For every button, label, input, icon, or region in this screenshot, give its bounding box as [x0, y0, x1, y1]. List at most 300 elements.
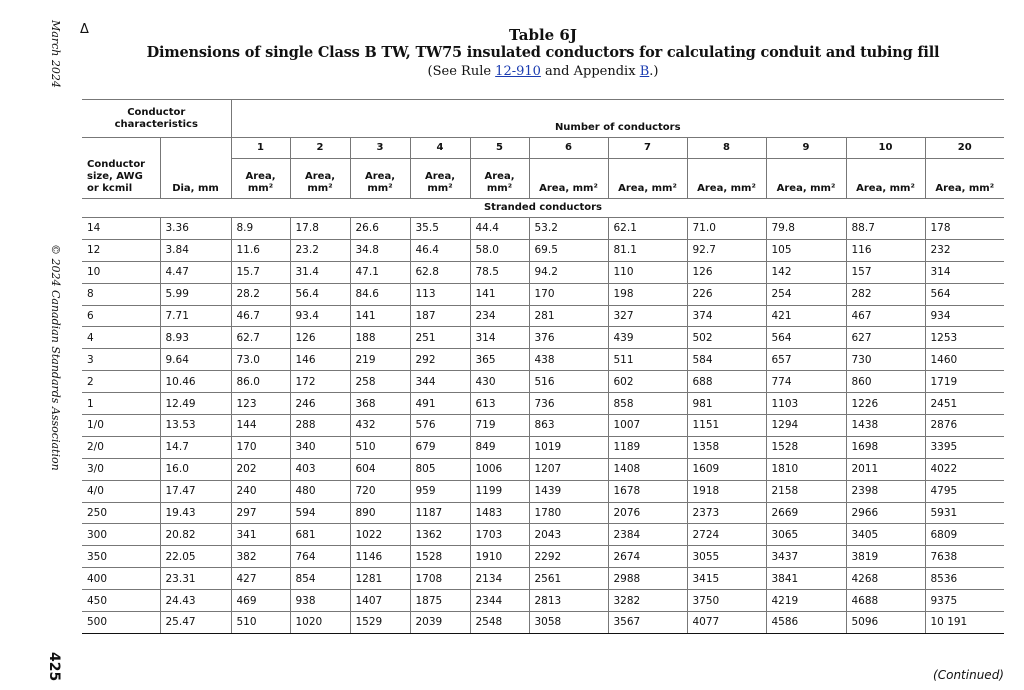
cell-area: 2813 — [529, 590, 608, 612]
cell-area: 604 — [350, 458, 410, 480]
cell-area: 1151 — [687, 415, 766, 437]
cell-area: 17.8 — [290, 218, 350, 240]
cell-area: 2373 — [687, 502, 766, 524]
col-header-area: Area, mm² — [766, 159, 846, 199]
cell-area: 3750 — [687, 590, 766, 612]
col-header-area: Area, mm² — [290, 159, 350, 199]
cell-area: 2043 — [529, 524, 608, 546]
cell-area: 2669 — [766, 502, 846, 524]
ref-suffix: .) — [649, 64, 659, 79]
cell-area: 2158 — [766, 480, 846, 502]
appendix-link[interactable]: B — [639, 64, 650, 79]
cell-area: 376 — [529, 327, 608, 349]
cell-area: 890 — [350, 502, 410, 524]
cell-size: 1/0 — [82, 415, 160, 437]
cell-area: 282 — [846, 283, 925, 305]
cell-area: 1407 — [350, 590, 410, 612]
cell-area: 254 — [766, 283, 846, 305]
cell-area: 1708 — [410, 568, 470, 590]
cell-area: 1006 — [470, 458, 529, 480]
table-row — [82, 327, 1004, 349]
cell-area: 3841 — [766, 568, 846, 590]
col-header-dia: Dia, mm — [160, 138, 231, 199]
cell-area: 28.2 — [231, 283, 290, 305]
cell-area: 576 — [410, 415, 470, 437]
table-row — [82, 524, 1004, 546]
cell-area: 510 — [350, 436, 410, 458]
cell-area: 141 — [470, 283, 529, 305]
cell-area: 2988 — [608, 568, 687, 590]
cell-area: 2966 — [846, 502, 925, 524]
cell-area: 1439 — [529, 480, 608, 502]
cell-dia: 20.82 — [160, 524, 231, 546]
cell-area: 141 — [350, 305, 410, 327]
cell-area: 170 — [231, 436, 290, 458]
cell-area: 1022 — [350, 524, 410, 546]
cell-area: 736 — [529, 393, 608, 415]
cell-area: 69.5 — [529, 239, 608, 261]
cell-area: 432 — [350, 415, 410, 437]
cell-area: 73.0 — [231, 349, 290, 371]
cell-area: 113 — [410, 283, 470, 305]
ref-middle: and Appendix — [540, 64, 640, 79]
col-header-area: Area, mm² — [231, 159, 290, 199]
col-header-count: 6 — [529, 138, 608, 159]
cell-area: 126 — [687, 261, 766, 283]
section-label-stranded: Stranded conductors — [82, 199, 1004, 218]
cell-area: 4268 — [846, 568, 925, 590]
cell-area: 2011 — [846, 458, 925, 480]
cell-area: 31.4 — [290, 261, 350, 283]
margin-copyright: © 2024 Canadian Standards Association — [49, 244, 62, 471]
cell-area: 564 — [766, 327, 846, 349]
col-header-count: 7 — [608, 138, 687, 159]
col-header-count: 3 — [350, 138, 410, 159]
cell-dia: 13.53 — [160, 415, 231, 437]
col-header-area: Area, mm² — [925, 159, 1004, 199]
cell-area: 502 — [687, 327, 766, 349]
cell-area: 403 — [290, 458, 350, 480]
cell-area: 11.6 — [231, 239, 290, 261]
cell-dia: 3.84 — [160, 239, 231, 261]
cell-area: 1910 — [470, 546, 529, 568]
cell-area: 53.2 — [529, 218, 608, 240]
cell-area: 2876 — [925, 415, 1004, 437]
cell-area: 1207 — [529, 458, 608, 480]
table-row — [82, 612, 1004, 634]
cell-area: 56.4 — [290, 283, 350, 305]
col-header-count: 10 — [846, 138, 925, 159]
cell-area: 2292 — [529, 546, 608, 568]
cell-area: 240 — [231, 480, 290, 502]
cell-area: 2398 — [846, 480, 925, 502]
cell-size: 4 — [82, 327, 160, 349]
cell-area: 858 — [608, 393, 687, 415]
cell-size: 350 — [82, 546, 160, 568]
cell-area: 2076 — [608, 502, 687, 524]
cell-area: 116 — [846, 239, 925, 261]
cell-area: 679 — [410, 436, 470, 458]
cell-area: 2674 — [608, 546, 687, 568]
cell-area: 480 — [290, 480, 350, 502]
cell-size: 10 — [82, 261, 160, 283]
col-header-area: Area, mm² — [529, 159, 608, 199]
cell-dia: 22.05 — [160, 546, 231, 568]
table-row — [82, 218, 1004, 240]
cell-area: 314 — [925, 261, 1004, 283]
cell-dia: 23.31 — [160, 568, 231, 590]
cell-area: 4795 — [925, 480, 1004, 502]
cell-area: 8.9 — [231, 218, 290, 240]
cell-area: 491 — [410, 393, 470, 415]
cell-area: 1020 — [290, 612, 350, 634]
cell-area: 93.4 — [290, 305, 350, 327]
col-header-area: Area, mm² — [470, 159, 529, 199]
cell-area: 4022 — [925, 458, 1004, 480]
ref-prefix: (See Rule — [427, 64, 496, 79]
cell-area: 1438 — [846, 415, 925, 437]
col-header-count: 5 — [470, 138, 529, 159]
cell-area: 62.1 — [608, 218, 687, 240]
cell-area: 4219 — [766, 590, 846, 612]
cell-dia: 3.36 — [160, 218, 231, 240]
table-row — [82, 568, 1004, 590]
cell-size: 6 — [82, 305, 160, 327]
cell-size: 1 — [82, 393, 160, 415]
cell-area: 1146 — [350, 546, 410, 568]
cell-area: 1719 — [925, 371, 1004, 393]
cell-area: 9375 — [925, 590, 1004, 612]
cell-area: 657 — [766, 349, 846, 371]
cell-area: 382 — [231, 546, 290, 568]
cell-dia: 19.43 — [160, 502, 231, 524]
cell-area: 1460 — [925, 349, 1004, 371]
cell-area: 78.5 — [470, 261, 529, 283]
cell-area: 6809 — [925, 524, 1004, 546]
cell-area: 3055 — [687, 546, 766, 568]
table-row — [82, 415, 1004, 437]
cell-area: 110 — [608, 261, 687, 283]
cell-area: 146 — [290, 349, 350, 371]
cell-size: 250 — [82, 502, 160, 524]
cell-area: 1678 — [608, 480, 687, 502]
header-row-groups — [82, 100, 1004, 138]
cell-area: 860 — [846, 371, 925, 393]
cell-area: 234 — [470, 305, 529, 327]
cell-area: 1358 — [687, 436, 766, 458]
revision-delta-mark: Δ — [80, 22, 89, 37]
cell-area: 720 — [350, 480, 410, 502]
cell-area: 3058 — [529, 612, 608, 634]
cell-area: 730 — [846, 349, 925, 371]
cell-area: 594 — [290, 502, 350, 524]
cell-area: 8536 — [925, 568, 1004, 590]
cell-area: 2451 — [925, 393, 1004, 415]
col-header-count: 1 — [231, 138, 290, 159]
cell-area: 1007 — [608, 415, 687, 437]
col-header-area: Area, mm² — [350, 159, 410, 199]
cell-area: 1810 — [766, 458, 846, 480]
col-header-count: 20 — [925, 138, 1004, 159]
cell-area: 84.6 — [350, 283, 410, 305]
cell-dia: 4.47 — [160, 261, 231, 283]
cell-size: 2 — [82, 371, 160, 393]
cell-area: 2039 — [410, 612, 470, 634]
cell-area: 3415 — [687, 568, 766, 590]
cell-area: 246 — [290, 393, 350, 415]
cell-area: 1703 — [470, 524, 529, 546]
cell-area: 1609 — [687, 458, 766, 480]
cell-dia: 7.71 — [160, 305, 231, 327]
cell-area: 981 — [687, 393, 766, 415]
col-header-count: 4 — [410, 138, 470, 159]
cell-area: 288 — [290, 415, 350, 437]
cell-area: 1187 — [410, 502, 470, 524]
col-header-area: Area, mm² — [687, 159, 766, 199]
cell-area: 613 — [470, 393, 529, 415]
cell-area: 2548 — [470, 612, 529, 634]
cell-area: 71.0 — [687, 218, 766, 240]
cell-dia: 14.7 — [160, 436, 231, 458]
cell-area: 1103 — [766, 393, 846, 415]
cell-area: 764 — [290, 546, 350, 568]
cell-area: 2724 — [687, 524, 766, 546]
table-title: Dimensions of single Class B TW, TW75 insulated conductors for calculating conduit and tubing fill — [146, 44, 940, 61]
cell-area: 178 — [925, 218, 1004, 240]
cell-area: 198 — [608, 283, 687, 305]
cell-area: 3405 — [846, 524, 925, 546]
col-header-count: 2 — [290, 138, 350, 159]
cell-area: 3437 — [766, 546, 846, 568]
cell-area: 3819 — [846, 546, 925, 568]
cell-area: 1528 — [766, 436, 846, 458]
cell-area: 5096 — [846, 612, 925, 634]
cell-area: 35.5 — [410, 218, 470, 240]
cell-area: 79.8 — [766, 218, 846, 240]
cell-area: 144 — [231, 415, 290, 437]
cell-area: 15.7 — [231, 261, 290, 283]
cell-area: 105 — [766, 239, 846, 261]
cell-area: 430 — [470, 371, 529, 393]
cell-area: 5931 — [925, 502, 1004, 524]
cell-area: 1019 — [529, 436, 608, 458]
cell-area: 681 — [290, 524, 350, 546]
cell-area: 4688 — [846, 590, 925, 612]
cell-area: 7638 — [925, 546, 1004, 568]
cell-area: 26.6 — [350, 218, 410, 240]
table-label: Table 6J — [509, 26, 577, 44]
cell-area: 188 — [350, 327, 410, 349]
cell-area: 421 — [766, 305, 846, 327]
cell-area: 439 — [608, 327, 687, 349]
cell-size: 14 — [82, 218, 160, 240]
cell-area: 202 — [231, 458, 290, 480]
cell-area: 584 — [687, 349, 766, 371]
cell-area: 44.4 — [470, 218, 529, 240]
cell-area: 34.8 — [350, 239, 410, 261]
col-header-area: Area, mm² — [410, 159, 470, 199]
table-row — [82, 546, 1004, 568]
col-header-size: Conductor size, AWG or kcmil — [82, 138, 160, 199]
cell-area: 187 — [410, 305, 470, 327]
cell-dia: 12.49 — [160, 393, 231, 415]
cell-area: 86.0 — [231, 371, 290, 393]
cell-area: 1281 — [350, 568, 410, 590]
cell-area: 1294 — [766, 415, 846, 437]
cell-area: 1253 — [925, 327, 1004, 349]
table-reference — [82, 64, 1004, 79]
cell-area: 934 — [925, 305, 1004, 327]
cell-area: 126 — [290, 327, 350, 349]
cell-dia: 8.93 — [160, 327, 231, 349]
cell-area: 368 — [350, 393, 410, 415]
cell-area: 46.4 — [410, 239, 470, 261]
col-header-count: 9 — [766, 138, 846, 159]
table-row — [82, 283, 1004, 305]
cell-area: 232 — [925, 239, 1004, 261]
rule-link[interactable]: 12-910 — [495, 64, 541, 79]
table-row — [82, 349, 1004, 371]
cell-area: 62.7 — [231, 327, 290, 349]
cell-area: 427 — [231, 568, 290, 590]
group-header-conductor: Conductor characteristics — [82, 100, 231, 138]
cell-area: 469 — [231, 590, 290, 612]
cell-area: 627 — [846, 327, 925, 349]
cell-area: 719 — [470, 415, 529, 437]
cell-dia: 24.43 — [160, 590, 231, 612]
table-row — [82, 458, 1004, 480]
cell-area: 292 — [410, 349, 470, 371]
cell-area: 10 191 — [925, 612, 1004, 634]
cell-area: 297 — [231, 502, 290, 524]
cell-area: 1189 — [608, 436, 687, 458]
continued-note: (Continued) — [933, 668, 1004, 682]
cell-area: 4077 — [687, 612, 766, 634]
cell-area: 849 — [470, 436, 529, 458]
cell-area: 1362 — [410, 524, 470, 546]
cell-dia: 16.0 — [160, 458, 231, 480]
cell-area: 344 — [410, 371, 470, 393]
cell-area: 2384 — [608, 524, 687, 546]
cell-area: 4586 — [766, 612, 846, 634]
cell-area: 88.7 — [846, 218, 925, 240]
cell-size: 300 — [82, 524, 160, 546]
section-row — [82, 199, 1004, 218]
cell-area: 23.2 — [290, 239, 350, 261]
cell-area: 2561 — [529, 568, 608, 590]
table-row — [82, 502, 1004, 524]
cell-area: 1199 — [470, 480, 529, 502]
col-header-count: 8 — [687, 138, 766, 159]
cell-area: 157 — [846, 261, 925, 283]
cell-area: 142 — [766, 261, 846, 283]
cell-area: 863 — [529, 415, 608, 437]
cell-area: 170 — [529, 283, 608, 305]
cell-area: 365 — [470, 349, 529, 371]
cell-size: 450 — [82, 590, 160, 612]
cell-area: 1483 — [470, 502, 529, 524]
table-row — [82, 239, 1004, 261]
cell-area: 258 — [350, 371, 410, 393]
group-header-number: Number of conductors — [231, 100, 1004, 138]
cell-dia: 25.47 — [160, 612, 231, 634]
cell-dia: 10.46 — [160, 371, 231, 393]
cell-area: 58.0 — [470, 239, 529, 261]
table-row — [82, 393, 1004, 415]
cell-area: 2344 — [470, 590, 529, 612]
cell-size: 12 — [82, 239, 160, 261]
cell-area: 251 — [410, 327, 470, 349]
table-row — [82, 436, 1004, 458]
cell-size: 400 — [82, 568, 160, 590]
cell-area: 1529 — [350, 612, 410, 634]
cell-area: 602 — [608, 371, 687, 393]
table-row — [82, 305, 1004, 327]
page-number: 425 — [46, 652, 62, 682]
cell-area: 123 — [231, 393, 290, 415]
cell-area: 341 — [231, 524, 290, 546]
table-body — [82, 218, 1004, 634]
cell-area: 3395 — [925, 436, 1004, 458]
cell-area: 1226 — [846, 393, 925, 415]
cell-dia: 17.47 — [160, 480, 231, 502]
cell-area: 805 — [410, 458, 470, 480]
cell-area: 92.7 — [687, 239, 766, 261]
cell-size: 3 — [82, 349, 160, 371]
header-row-counts — [82, 138, 1004, 159]
table-row — [82, 480, 1004, 502]
cell-area: 172 — [290, 371, 350, 393]
cell-dia: 5.99 — [160, 283, 231, 305]
cell-area: 1698 — [846, 436, 925, 458]
cell-area: 510 — [231, 612, 290, 634]
cell-area: 81.1 — [608, 239, 687, 261]
cell-area: 516 — [529, 371, 608, 393]
cell-area: 3282 — [608, 590, 687, 612]
cell-size: 2/0 — [82, 436, 160, 458]
cell-area: 2134 — [470, 568, 529, 590]
col-header-area: Area, mm² — [846, 159, 925, 199]
cell-area: 959 — [410, 480, 470, 502]
cell-area: 46.7 — [231, 305, 290, 327]
cell-area: 281 — [529, 305, 608, 327]
cell-size: 3/0 — [82, 458, 160, 480]
conductor-dimensions-table — [82, 99, 1004, 634]
col-header-area: Area, mm² — [608, 159, 687, 199]
table-row — [82, 590, 1004, 612]
table-row — [82, 261, 1004, 283]
cell-area: 374 — [687, 305, 766, 327]
cell-size: 4/0 — [82, 480, 160, 502]
cell-area: 467 — [846, 305, 925, 327]
cell-area: 438 — [529, 349, 608, 371]
cell-area: 62.8 — [410, 261, 470, 283]
cell-area: 327 — [608, 305, 687, 327]
cell-size: 500 — [82, 612, 160, 634]
cell-area: 3065 — [766, 524, 846, 546]
cell-area: 1408 — [608, 458, 687, 480]
cell-area: 511 — [608, 349, 687, 371]
cell-area: 688 — [687, 371, 766, 393]
table-header — [82, 100, 1004, 218]
cell-area: 1780 — [529, 502, 608, 524]
cell-area: 1875 — [410, 590, 470, 612]
cell-area: 226 — [687, 283, 766, 305]
cell-area: 3567 — [608, 612, 687, 634]
cell-area: 854 — [290, 568, 350, 590]
cell-area: 938 — [290, 590, 350, 612]
cell-dia: 9.64 — [160, 349, 231, 371]
